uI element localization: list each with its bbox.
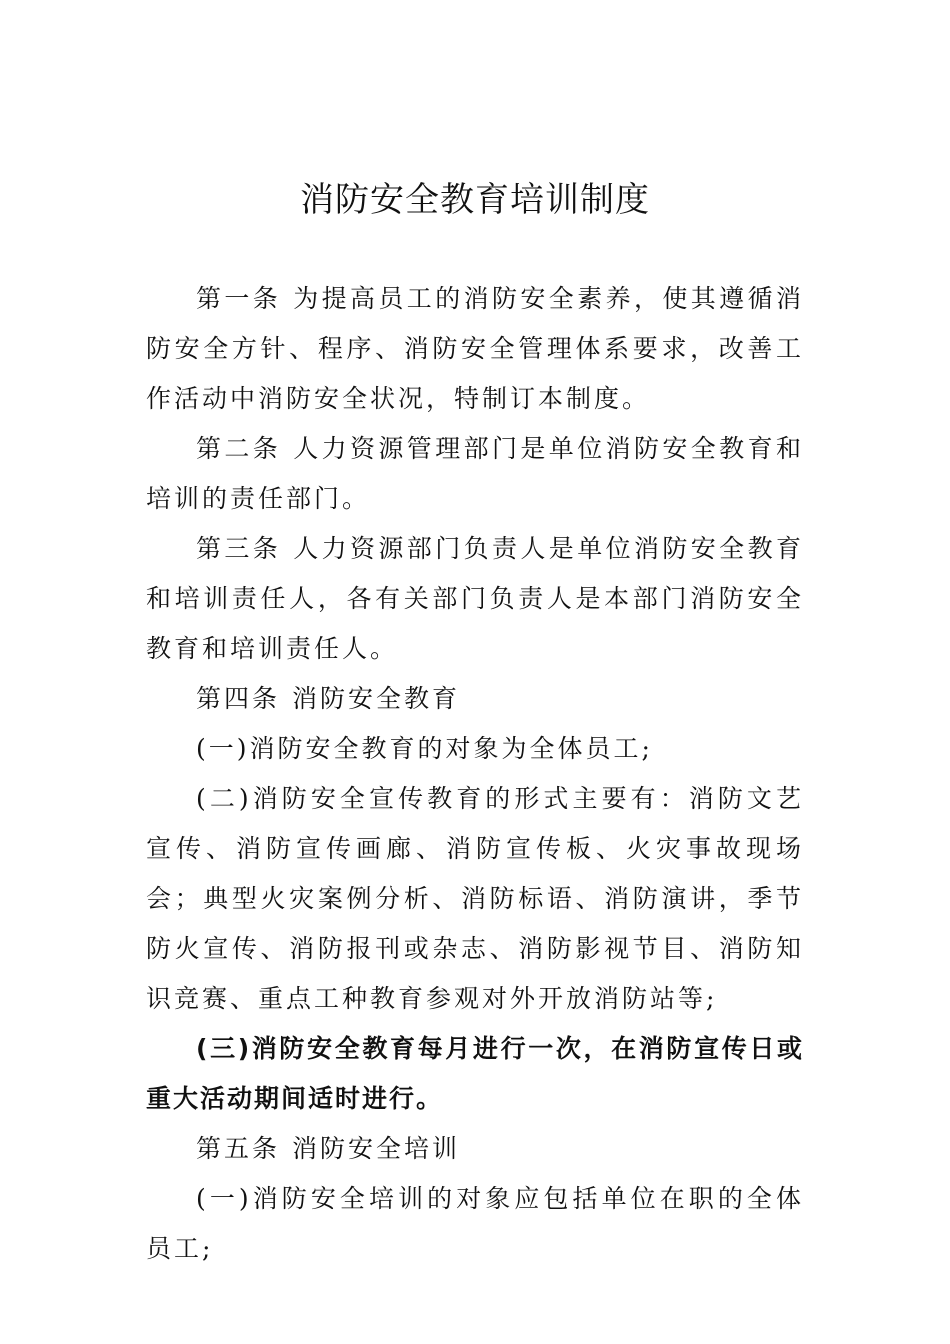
article-2 [146, 424, 804, 524]
article-text: 为提高员工的消防安全素养，使其遵循消防安全方针、程序、消防安全管理体系要求，改善工作活动中消防安全状况，特制订本制度。 [146, 284, 804, 413]
article-text: 消防安全培训 [292, 1134, 461, 1163]
article-label: 第四条 [196, 684, 281, 713]
article-text: 人力资源部门负责人是单位消防安全教育和培训责任人，各有关部门负责人是本部门消防安全教育和培训责任人。 [146, 534, 804, 663]
article-text: 人力资源管理部门是单位消防安全教育和培训的责任部门。 [146, 434, 804, 513]
article-label: 第一条 [196, 284, 282, 313]
article-3 [146, 524, 804, 674]
article-4-item-3: (三)消防安全教育每月进行一次，在消防宣传日或重大活动期间适时进行。 [146, 1034, 804, 1113]
article-4-item-1: (一)消防安全教育的对象为全体员工; [196, 734, 653, 763]
article-5-item-1: (一)消防安全培训的对象应包括单位在职的全体员工; [146, 1184, 804, 1263]
document-body [146, 274, 804, 1274]
article-4-heading [146, 674, 804, 724]
article-4-item-2: (二)消防安全宣传教育的形式主要有：消防文艺宣传、消防宣传画廊、消防宣传板、火灾事故现场会；典型火灾案例分析、消防标语、消防演讲，季节防火宣传、消防报刊或杂志、消防影视节目、消防知识竞赛、重点工种教育参观对外开放消防站等; [146, 784, 804, 1013]
article-label: 第五条 [196, 1134, 281, 1163]
article-5-heading [146, 1124, 804, 1174]
article-text: 消防安全教育 [292, 684, 461, 713]
article-label: 第三条 [196, 534, 282, 563]
document-title: 消防安全教育培训制度 [300, 180, 650, 220]
article-label: 第二条 [196, 434, 282, 463]
article-1 [146, 274, 804, 424]
